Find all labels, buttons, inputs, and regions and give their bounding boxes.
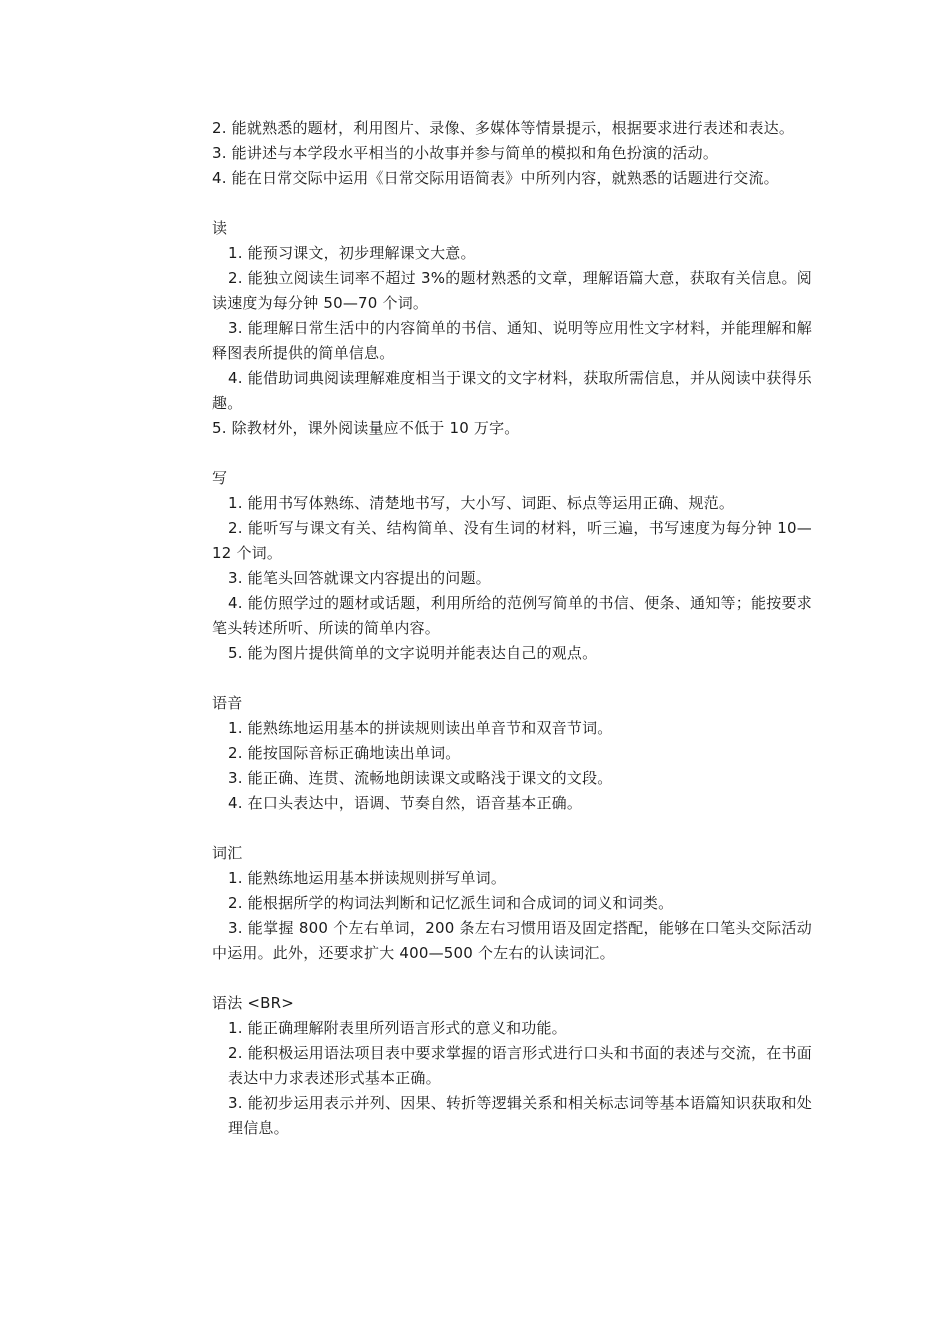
- writing-item: 5. 能为图片提供简单的文字说明并能表达自己的观点。: [228, 644, 598, 662]
- section-gap: [212, 666, 812, 691]
- section-gap: [212, 816, 812, 841]
- section-gap: [212, 191, 812, 216]
- phonetics-heading: 语音: [212, 694, 243, 712]
- reading-item: 3. 能理解日常生活中的内容简单的书信、通知、说明等应用性文字材料，并能理解和解释图表所提供的简单信息。: [212, 319, 812, 362]
- writing-heading: 写: [212, 469, 228, 487]
- document-page: [212, 116, 812, 1141]
- vocabulary-item: 2. 能根据所学的构词法判断和记忆派生词和合成词的词义和词类。: [228, 894, 674, 912]
- intro-item: 2. 能就熟悉的题材，利用图片、录像、多媒体等情景提示，根据要求进行表述和表达。: [212, 119, 795, 137]
- writing-item: 3. 能笔头回答就课文内容提出的问题。: [228, 569, 491, 587]
- grammar-item: 3. 能初步运用表示并列、因果、转折等逻辑关系和相关标志词等基本语篇知识获取和处理信息。: [228, 1094, 812, 1137]
- reading-item: 5. 除教材外，课外阅读量应不低于 10 万字。: [212, 419, 520, 437]
- vocabulary-item: 1. 能熟练地运用基本拼读规则拼写单词。: [228, 869, 507, 887]
- vocabulary-item: 3. 能掌握 800 个左右单词，200 条左右习惯用语及固定搭配，能够在口笔头交际活动中运用。此外，还要求扩大 400—500 个左右的认读词汇。: [212, 919, 812, 962]
- writing-item: 1. 能用书写体熟练、清楚地书写，大小写、词距、标点等运用正确、规范。: [228, 494, 735, 512]
- reading-item: 2. 能独立阅读生词率不超过 3%的题材熟悉的文章，理解语篇大意，获取有关信息。阅读速度为每分钟 50—70 个词。: [212, 269, 812, 312]
- reading-item: 1. 能预习课文，初步理解课文大意。: [228, 244, 476, 262]
- phonetics-item: 3. 能正确、连贯、流畅地朗读课文或略浅于课文的文段。: [228, 769, 613, 787]
- intro-item: 4. 能在日常交际中运用《日常交际用语简表》中所列内容，就熟悉的话题进行交流。: [212, 169, 779, 187]
- grammar-heading: 语法 <BR>: [212, 994, 295, 1012]
- vocabulary-heading: 词汇: [212, 844, 243, 862]
- intro-item: 3. 能讲述与本学段水平相当的小故事并参与简单的模拟和角色扮演的活动。: [212, 144, 719, 162]
- reading-item: 4. 能借助词典阅读理解难度相当于课文的文字材料，获取所需信息，并从阅读中获得乐趣。: [212, 369, 812, 412]
- writing-item: 4. 能仿照学过的题材或话题，利用所给的范例写简单的书信、便条、通知等；能按要求笔头转述所听、所读的简单内容。: [212, 594, 812, 637]
- phonetics-item: 4. 在口头表达中，语调、节奏自然，语音基本正确。: [228, 794, 583, 812]
- phonetics-item: 2. 能按国际音标正确地读出单词。: [228, 744, 461, 762]
- section-gap: [212, 441, 812, 466]
- reading-heading: 读: [212, 219, 228, 237]
- grammar-item: 1. 能正确理解附表里所列语言形式的意义和功能。: [228, 1019, 567, 1037]
- writing-item: 2. 能听写与课文有关、结构简单、没有生词的材料，听三遍，书写速度为每分钟 10—12 个词。: [212, 519, 812, 562]
- phonetics-item: 1. 能熟练地运用基本的拼读规则读出单音节和双音节词。: [228, 719, 613, 737]
- section-gap: [212, 966, 812, 991]
- grammar-item: 2. 能积极运用语法项目表中要求掌握的语言形式进行口头和书面的表述与交流，在书面表达中力求表述形式基本正确。: [228, 1044, 812, 1087]
